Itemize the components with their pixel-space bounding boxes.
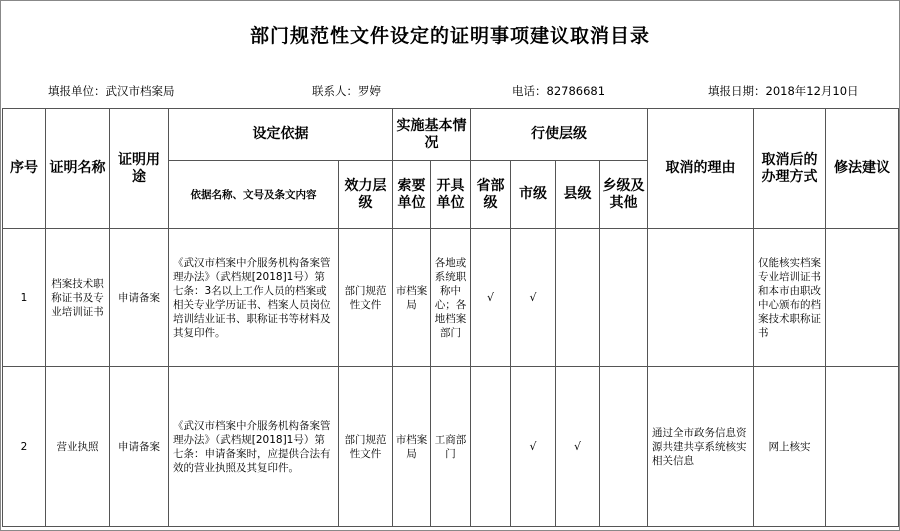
row-lvl-province: √ <box>471 229 511 367</box>
header-basis-level: 效力层级 <box>339 161 393 229</box>
row-after: 网上核实 <box>754 367 826 527</box>
meta-unit: 填报单位：武汉市档案局 <box>48 84 175 98</box>
row-reason <box>648 229 754 367</box>
header-cert-use: 证明用途 <box>110 109 169 229</box>
row-impl-req: 市档案局 <box>393 367 431 527</box>
row-cert-name: 档案技术职称证书及专业培训证书 <box>46 229 110 367</box>
header-basis-doc: 依据名称、文号及条文内容 <box>169 161 339 229</box>
header-impl-issue: 开具单位 <box>431 161 471 229</box>
row-lvl-province <box>471 367 511 527</box>
header-impl: 实施基本情况 <box>393 109 471 161</box>
header-cert-name: 证明名称 <box>46 109 110 229</box>
header-exercise: 行使层级 <box>471 109 648 161</box>
header-lvl-county: 县级 <box>556 161 600 229</box>
row-impl-issue: 各地或系统职称中心；各地档案部门 <box>431 229 471 367</box>
row-impl-req: 市档案局 <box>393 229 431 367</box>
row-basis-doc: 《武汉市档案中介服务机构备案管理办法》（武档规[2018]1号）第七条：3名以上工作人员的档案或相关专业学历证书、档案人员岗位培训结业证书、职称证书等材料及其复印件。 <box>169 229 339 367</box>
row-basis-doc: 《武汉市档案中介服务机构备案管理办法》（武档规[2018]1号）第七条：申请备案时，应提供合法有效的营业执照及其复印件。 <box>169 367 339 527</box>
row-law <box>826 367 899 527</box>
header-law: 修法建议 <box>826 109 899 229</box>
header-impl-req: 索要单位 <box>393 161 431 229</box>
row-lvl-city: √ <box>511 367 556 527</box>
header-after: 取消后的办理方式 <box>754 109 826 229</box>
header-reason: 取消的理由 <box>648 109 754 229</box>
header-lvl-province: 省部级 <box>471 161 511 229</box>
row-cert-name: 营业执照 <box>46 367 110 527</box>
row-lvl-county: √ <box>556 367 600 527</box>
header-lvl-town: 乡级及其他 <box>600 161 648 229</box>
meta-contact: 联系人：罗婷 <box>312 84 381 98</box>
header-basis: 设定依据 <box>169 109 393 161</box>
row-after: 仅能核实档案专业培训证书和本市由职改中心颁布的档案技术职称证书 <box>754 229 826 367</box>
document-title: 部门规范性文件设定的证明事项建议取消目录 <box>249 24 650 47</box>
meta-phone: 电话：82786681 <box>512 84 606 98</box>
meta-date: 填报日期：2018年12月10日 <box>708 84 859 98</box>
header-lvl-city: 市级 <box>511 161 556 229</box>
row-lvl-county <box>556 229 600 367</box>
row-basis-level: 部门规范性文件 <box>339 229 393 367</box>
row-reason: 通过全市政务信息资源共建共享系统核实相关信息 <box>648 367 754 527</box>
row-cert-use: 申请备案 <box>110 229 169 367</box>
row-seq: 2 <box>3 367 46 527</box>
row-impl-issue: 工商部门 <box>431 367 471 527</box>
row-basis-level: 部门规范性文件 <box>339 367 393 527</box>
table-row <box>3 229 899 367</box>
row-law <box>826 229 899 367</box>
row-lvl-town <box>600 229 648 367</box>
catalog-table <box>2 108 899 527</box>
header-row-top <box>3 109 899 161</box>
header-seq: 序号 <box>3 109 46 229</box>
row-lvl-city: √ <box>511 229 556 367</box>
row-seq: 1 <box>3 229 46 367</box>
row-cert-use: 申请备案 <box>110 367 169 527</box>
row-lvl-town <box>600 367 648 527</box>
table-row <box>3 367 899 527</box>
